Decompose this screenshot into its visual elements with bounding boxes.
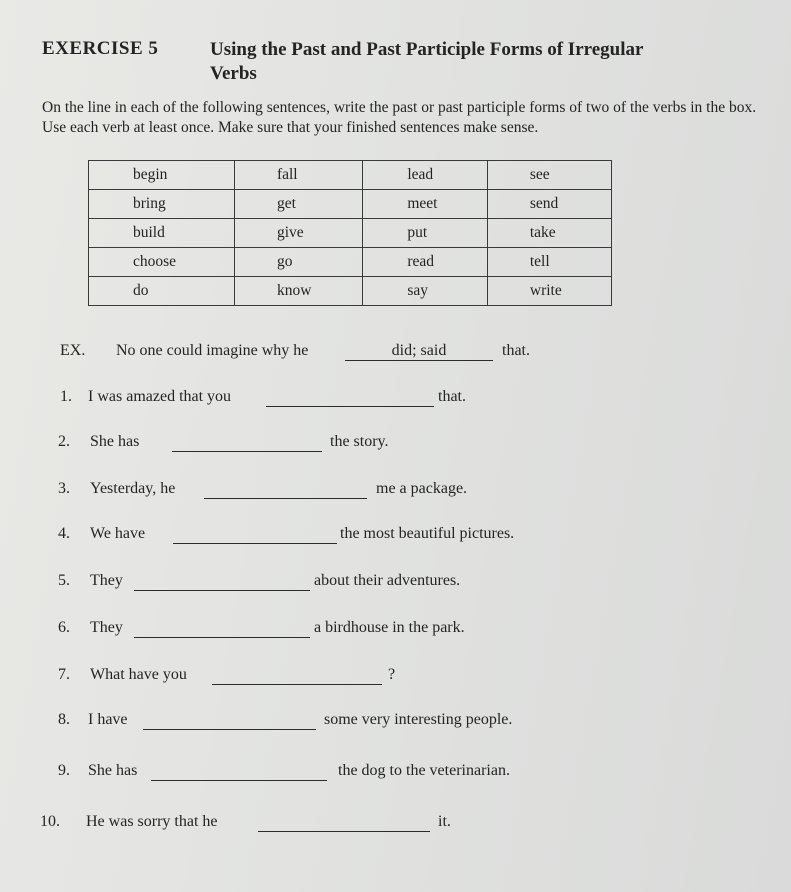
item-sentence-start: She has — [88, 762, 138, 779]
instructions: On the line in each of the following sentences, write the past or past participle forms of two of the verbs in the box. Use each verb at least once. Make sure that your finished sentences make sense. — [42, 99, 757, 136]
exercise-label: EXERCISE 5 — [42, 38, 159, 59]
item-sentence-end: the story. — [330, 433, 389, 450]
answer-blank[interactable] — [258, 813, 430, 832]
item-number: 4. — [58, 525, 70, 542]
exercise-item — [60, 388, 780, 410]
item-sentence-start: What have you — [90, 666, 187, 683]
item-number: 1. — [60, 388, 72, 405]
verb-cell: put — [363, 219, 488, 248]
item-number: 7. — [58, 666, 70, 683]
exercise-item — [58, 711, 778, 733]
verb-cell: go — [234, 248, 362, 277]
answer-blank[interactable] — [204, 480, 367, 499]
exercise-item — [58, 666, 778, 688]
item-sentence-end: the most beautiful pictures. — [340, 525, 515, 542]
exercise-item — [40, 813, 760, 835]
item-sentence-start: He was sorry that he — [86, 813, 218, 830]
verb-cell: choose — [89, 248, 235, 277]
item-sentence-start: They — [90, 619, 123, 636]
verb-row — [89, 161, 612, 190]
item-sentence-end: the dog to the veterinarian. — [338, 762, 510, 779]
item-number: 6. — [58, 619, 70, 636]
example-answer: did; said — [345, 342, 493, 361]
item-sentence-end: ? — [388, 666, 396, 683]
verb-cell: write — [487, 277, 611, 306]
verb-cell: send — [487, 190, 611, 219]
answer-blank[interactable] — [266, 388, 434, 407]
verb-cell: say — [363, 277, 488, 306]
item-sentence-start: I was amazed that you — [88, 388, 232, 405]
verb-cell: bring — [89, 190, 235, 219]
verb-row — [89, 248, 612, 277]
verb-cell: see — [487, 161, 611, 190]
item-sentence-start: I have — [88, 711, 128, 728]
item-number: 8. — [58, 711, 70, 728]
answer-blank[interactable] — [134, 572, 310, 591]
verb-cell: lead — [363, 161, 488, 190]
item-number: 2. — [58, 433, 70, 450]
exercise-item — [58, 433, 778, 455]
item-number: 10. — [40, 813, 60, 830]
item-number: 9. — [58, 762, 70, 779]
verb-cell: tell — [487, 248, 611, 277]
exercise-item — [58, 762, 778, 784]
example-sentence-start: No one could imagine why he — [116, 342, 309, 359]
verb-row — [89, 190, 612, 219]
item-sentence-end: a birdhouse in the park. — [314, 619, 465, 636]
example-sentence-end: that. — [502, 342, 530, 359]
item-sentence-end: some very interesting people. — [324, 711, 513, 728]
verb-cell: begin — [89, 161, 235, 190]
item-number: 3. — [58, 480, 70, 497]
item-sentence-start: We have — [90, 525, 146, 542]
verb-row — [89, 219, 612, 248]
answer-blank[interactable] — [173, 525, 337, 544]
verb-cell: build — [89, 219, 235, 248]
verb-cell: give — [234, 219, 362, 248]
answer-blank[interactable] — [151, 762, 327, 781]
verb-cell: know — [234, 277, 362, 306]
item-sentence-end: about their adventures. — [314, 572, 461, 589]
item-sentence-start: They — [90, 572, 123, 589]
item-sentence-start: Yesterday, he — [90, 480, 176, 497]
answer-blank[interactable] — [134, 619, 310, 638]
exercise-item — [58, 480, 778, 502]
answer-blank[interactable] — [143, 711, 316, 730]
answer-blank[interactable] — [212, 666, 382, 685]
verb-cell: get — [234, 190, 362, 219]
verb-cell: take — [487, 219, 611, 248]
item-sentence-end: me a package. — [376, 480, 468, 497]
verb-row — [89, 277, 612, 306]
verb-cell: meet — [363, 190, 488, 219]
exercise-item — [58, 572, 778, 594]
item-number: 5. — [58, 572, 70, 589]
exercise-item — [58, 525, 778, 547]
example-line — [60, 342, 760, 364]
verb-cell: read — [363, 248, 488, 277]
verb-box — [88, 160, 612, 306]
exercise-title: Using the Past and Past Participle Forms of Irregular Verbs — [210, 39, 644, 84]
verb-cell: do — [89, 277, 235, 306]
item-sentence-end: that. — [438, 388, 466, 405]
exercise-item — [58, 619, 778, 641]
item-sentence-start: She has — [90, 433, 140, 450]
item-sentence-end: it. — [438, 813, 451, 830]
example-number: EX. — [60, 342, 86, 359]
verb-cell: fall — [234, 161, 362, 190]
answer-blank[interactable] — [172, 433, 322, 452]
